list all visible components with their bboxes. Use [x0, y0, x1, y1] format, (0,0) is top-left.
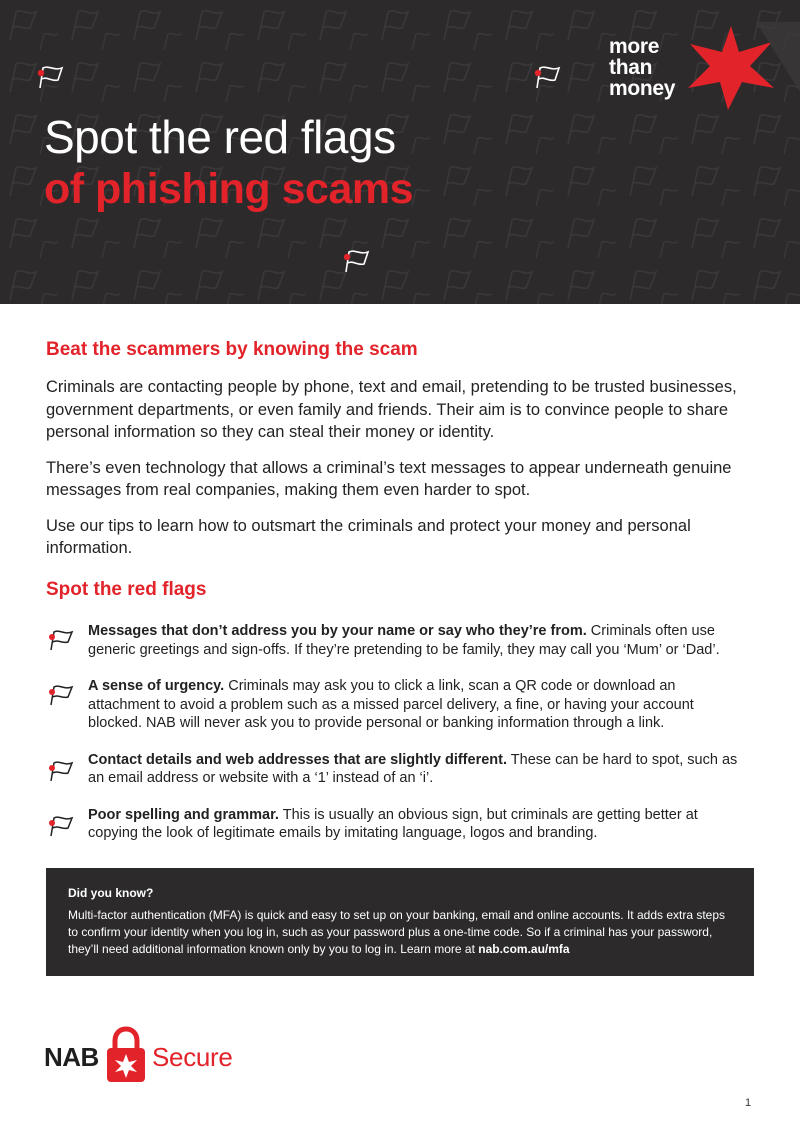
red-flag-icon — [340, 248, 376, 274]
flag-text: These can be hard to spot, such as an email address or website with a ‘1’ instead of an ‘i’. — [88, 751, 738, 786]
did-you-know-box — [46, 868, 754, 976]
did-you-know-title: Did you know? — [68, 886, 154, 900]
title-line-2: of phishing scams — [44, 165, 414, 213]
list-item — [46, 622, 746, 659]
brand-nab: NAB — [44, 1042, 99, 1072]
hero-banner — [0, 0, 800, 304]
title-line-1: Spot the red flags — [44, 111, 396, 163]
intro-heading: Beat the scammers by knowing the scam — [46, 339, 418, 360]
tagline-word: money — [609, 77, 676, 100]
did-you-know-text — [68, 907, 732, 958]
red-flag-icon — [531, 64, 567, 90]
intro-section — [46, 338, 756, 616]
red-flag-icon — [46, 814, 78, 838]
flag-title: Poor spelling and grammar. — [88, 806, 279, 823]
red-flag-icon — [46, 683, 78, 707]
flag-title: Messages that don’t address you by your name or say who they’re from. — [88, 623, 587, 639]
red-flag-icon — [46, 759, 78, 783]
tagline — [609, 36, 675, 99]
flag-text: This is usually an obvious sign, but criminals are getting better at copying the look of legitimate emails by imitating language, logos and branding. — [88, 806, 698, 841]
tagline-word: more — [609, 35, 660, 58]
list-item — [46, 677, 746, 733]
nab-star-logo-icon — [676, 22, 800, 112]
page-title — [44, 110, 413, 214]
brand-secure: Secure — [152, 1042, 233, 1072]
padlock-icon — [104, 1026, 148, 1086]
red-flag-icon — [46, 628, 78, 652]
intro-paragraph: Use our tips to learn how to outsmart the criminals and protect your money and personal information. — [46, 516, 691, 557]
list-item — [46, 806, 746, 843]
intro-paragraph: There’s even technology that allows a criminal’s text messages to appear underneath genuine messages from real companies, making them even harder to spot. — [46, 458, 732, 499]
red-flags-list — [46, 622, 746, 843]
flag-title: A sense of urgency. — [88, 678, 225, 694]
list-item — [46, 751, 746, 788]
flag-text: Criminals may ask you to click a link, scan a QR code or download an attachment to avoid a problem such as a missed parcel delivery, a fine, or having your account blocked. NAB will never ask you to provide personal or banking information through a link. — [88, 678, 694, 731]
did-you-know-body: Multi-factor authentication (MFA) is quick and easy to set up on your banking, email and online accounts. It adds extra steps to confirm your identity when you log in, such as your password plus a one-time code. So if a criminal has your password, they’ll need additional information known only by you to log in. Learn more at — [68, 908, 726, 956]
mfa-link[interactable]: nab.com.au/mfa — [478, 942, 570, 956]
flag-title: Contact details and web addresses that are slightly different. — [88, 751, 507, 768]
red-flags-heading: Spot the red flags — [46, 578, 207, 600]
tagline-word: than — [609, 56, 653, 79]
page-number: 1 — [745, 1097, 752, 1109]
flag-text: Criminals often use generic greetings and sign-offs. If they’re pretending to be family, they may call you ‘Mum’ or ‘Dad’. — [88, 623, 720, 658]
intro-paragraph: Criminals are contacting people by phone, text and email, pretending to be trusted businesses, government departments, or even family and friends. Their aim is to convince people to share personal information so they can steal their money or identity. — [46, 378, 737, 441]
red-flag-icon — [34, 64, 70, 90]
